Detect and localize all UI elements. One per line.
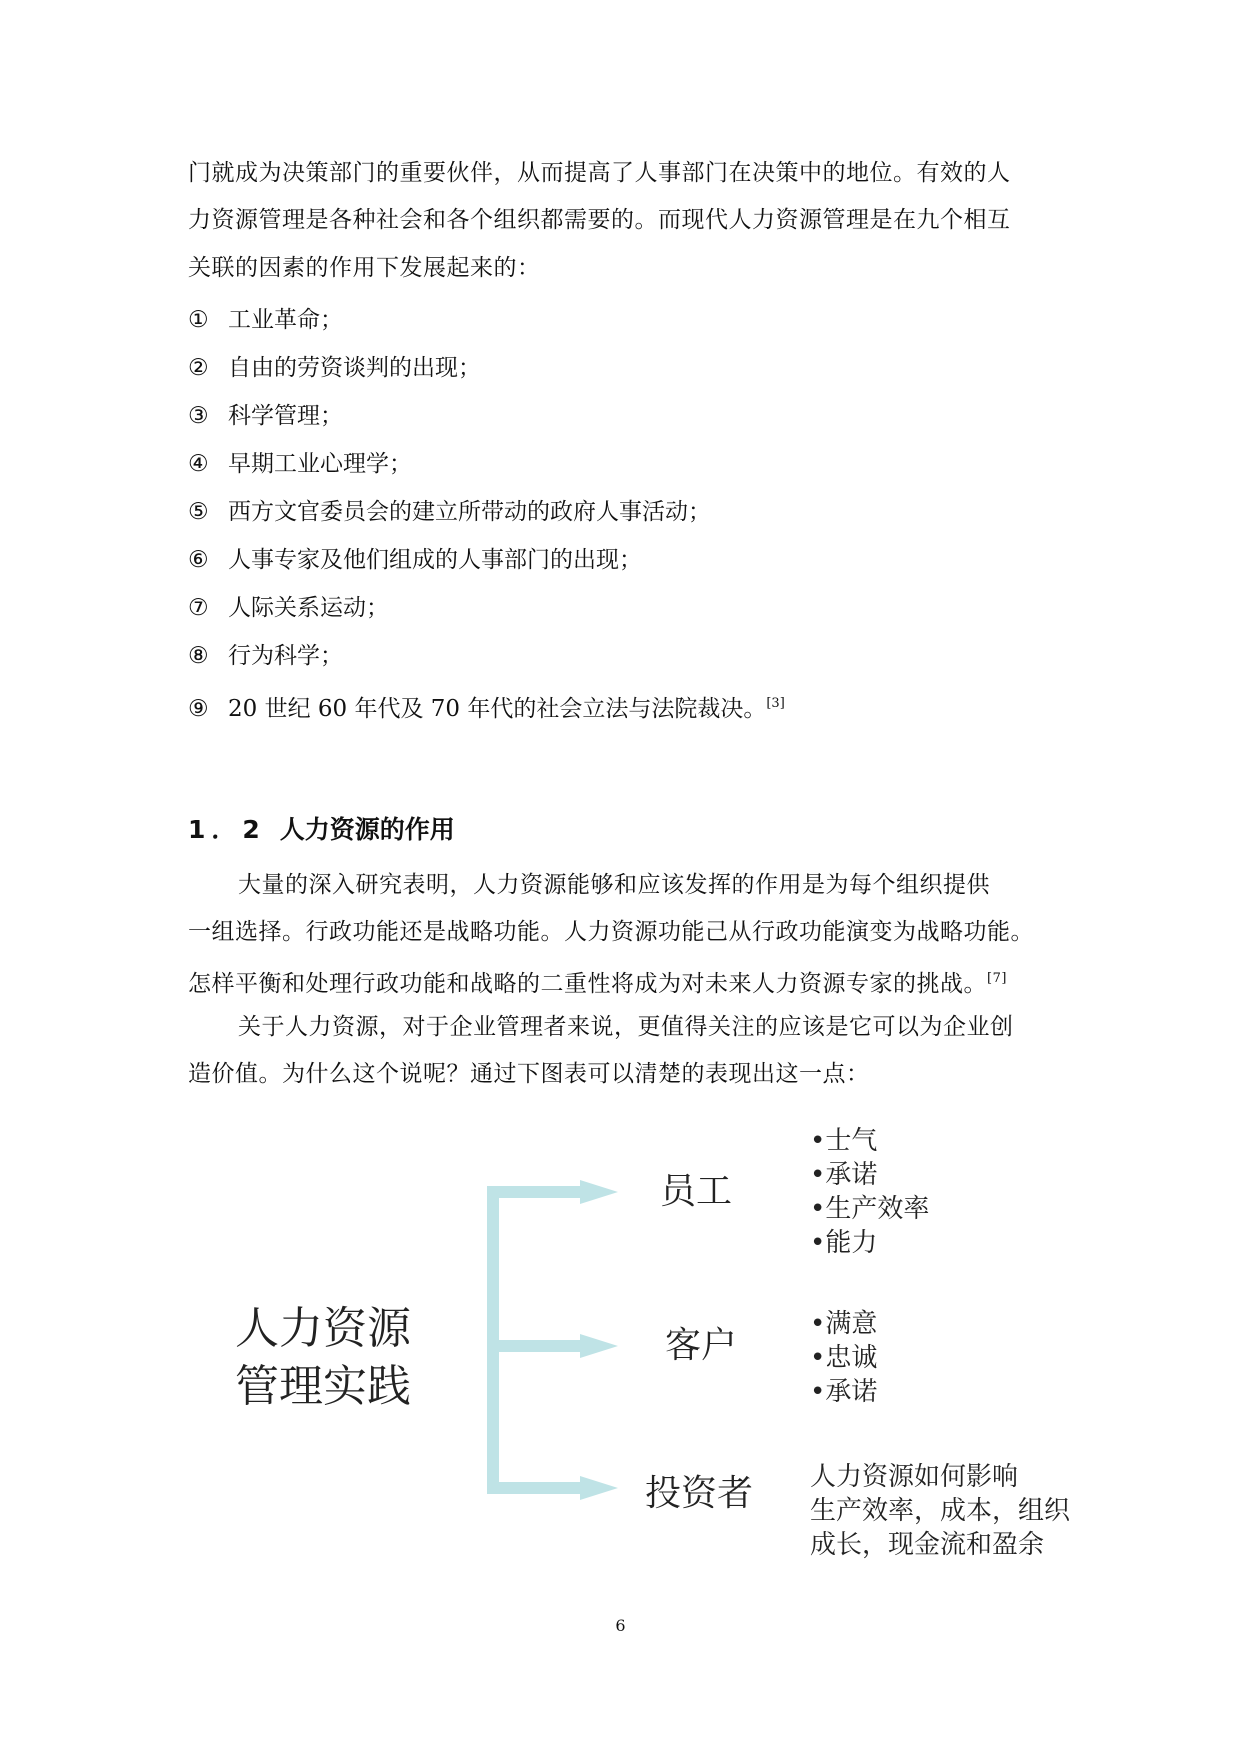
arrowhead-customers-icon: [580, 1334, 618, 1358]
list-item-number: ⑤: [188, 499, 209, 525]
diagram-node-investors: 投资者: [645, 1473, 754, 1514]
list-item: [188, 401, 343, 431]
paragraph2-line-3: [188, 964, 1007, 999]
list-item: •承诺: [810, 1160, 878, 1190]
diagram-root-node: [235, 1300, 411, 1416]
list-item: [188, 497, 711, 527]
paragraph1-line-3: 关联的因素的作用下发展起来的：: [188, 255, 541, 281]
citation-ref: [7]: [987, 971, 1007, 986]
list-item: •满意: [810, 1309, 878, 1339]
diagram-root-line-1: 人力资源: [235, 1303, 411, 1354]
list-item-text: 科学管理；: [228, 403, 343, 429]
diagram-list-employees: [810, 1124, 929, 1260]
vertical-trunk: [487, 1186, 499, 1494]
list-item-text: 人事专家及他们组成的人事部门的出现；: [228, 547, 642, 573]
list-item-number: ②: [188, 355, 209, 381]
paragraph2-line-2: 一组选择。行政功能还是战略功能。人力资源功能己从行政功能演变为战略功能。: [188, 919, 1034, 945]
diagram-root-line-2: 管理实践: [235, 1361, 411, 1412]
list-item-text: 早期工业心理学；: [228, 451, 412, 477]
list-item-text: 自由的劳资谈判的出现；: [228, 355, 481, 381]
paragraph2-line-1: 大量的深入研究表明，人力资源能够和应该发挥的作用是为每个组织提供: [238, 872, 990, 898]
section-heading: [188, 813, 455, 847]
arrow-shaft-customers: [499, 1340, 584, 1352]
paragraph3-line-1: 关于人力资源，对于企业管理者来说，更值得关注的应该是它可以为企业创: [238, 1014, 1014, 1040]
arrow-shaft-employees: [487, 1186, 584, 1198]
diagram-list-customers: [810, 1307, 877, 1409]
section-number: 1．2: [188, 815, 266, 844]
list-item: [188, 641, 343, 671]
list-item: •承诺: [810, 1377, 878, 1407]
list-item: [188, 305, 343, 335]
list-item-number: ⑦: [188, 595, 209, 621]
list-item: [188, 689, 785, 724]
list-item: •生产效率: [810, 1194, 930, 1224]
arrowhead-employees-icon: [580, 1180, 618, 1204]
list-item: •士气: [810, 1126, 878, 1156]
list-item: [188, 593, 389, 623]
list-item-number: ⑥: [188, 547, 209, 573]
list-item-number: ⑧: [188, 643, 209, 669]
list-item: 生产效率，成本，组织: [810, 1496, 1071, 1526]
list-item-text: 20 世纪 60 年代及 70 年代的社会立法与法院裁决。: [228, 696, 767, 722]
diagram-node-employees: 员工: [660, 1171, 733, 1212]
arrow-shaft-investors: [487, 1482, 584, 1494]
list-item: 成长，现金流和盈余: [810, 1530, 1045, 1560]
list-item-number: ④: [188, 451, 209, 477]
arrowhead-investors-icon: [580, 1476, 618, 1500]
list-item-text: 人际关系运动；: [228, 595, 389, 621]
list-item: •忠诚: [810, 1343, 878, 1373]
list-item-number: ⑨: [188, 696, 209, 722]
list-item: [188, 545, 642, 575]
list-item-number: ①: [188, 307, 209, 333]
list-item-text: 工业革命；: [228, 307, 343, 333]
list-item: [188, 449, 412, 479]
list-item: [188, 353, 481, 383]
list-item-text: 西方文官委员会的建立所带动的政府人事活动；: [228, 499, 711, 525]
list-item: •能力: [810, 1228, 878, 1258]
section-title: 人力资源的作用: [279, 815, 455, 844]
citation-ref: [3]: [766, 696, 785, 711]
paragraph1-line-1: 门就成为决策部门的重要伙伴，从而提高了人事部门在决策中的地位。有效的人: [188, 160, 1011, 186]
list-item: 人力资源如何影响: [810, 1462, 1019, 1492]
paragraph3-line-2: 造价值。为什么这个说呢？通过下图表可以清楚的表现出这一点：: [188, 1061, 870, 1087]
paragraph2-line-3-text: 怎样平衡和处理行政功能和战略的二重性将成为对未来人力资源专家的挑战。: [188, 971, 987, 997]
list-item-number: ③: [188, 403, 209, 429]
diagram-list-investors: [810, 1460, 1070, 1562]
connector-group: [487, 1180, 618, 1500]
page-number: 6: [615, 1616, 626, 1635]
paragraph1-line-2: 力资源管理是各种社会和各个组织都需要的。而现代人力资源管理是在九个相互: [188, 207, 1011, 233]
diagram-node-customers: 客户: [665, 1325, 738, 1366]
list-item-text: 行为科学；: [228, 643, 343, 669]
